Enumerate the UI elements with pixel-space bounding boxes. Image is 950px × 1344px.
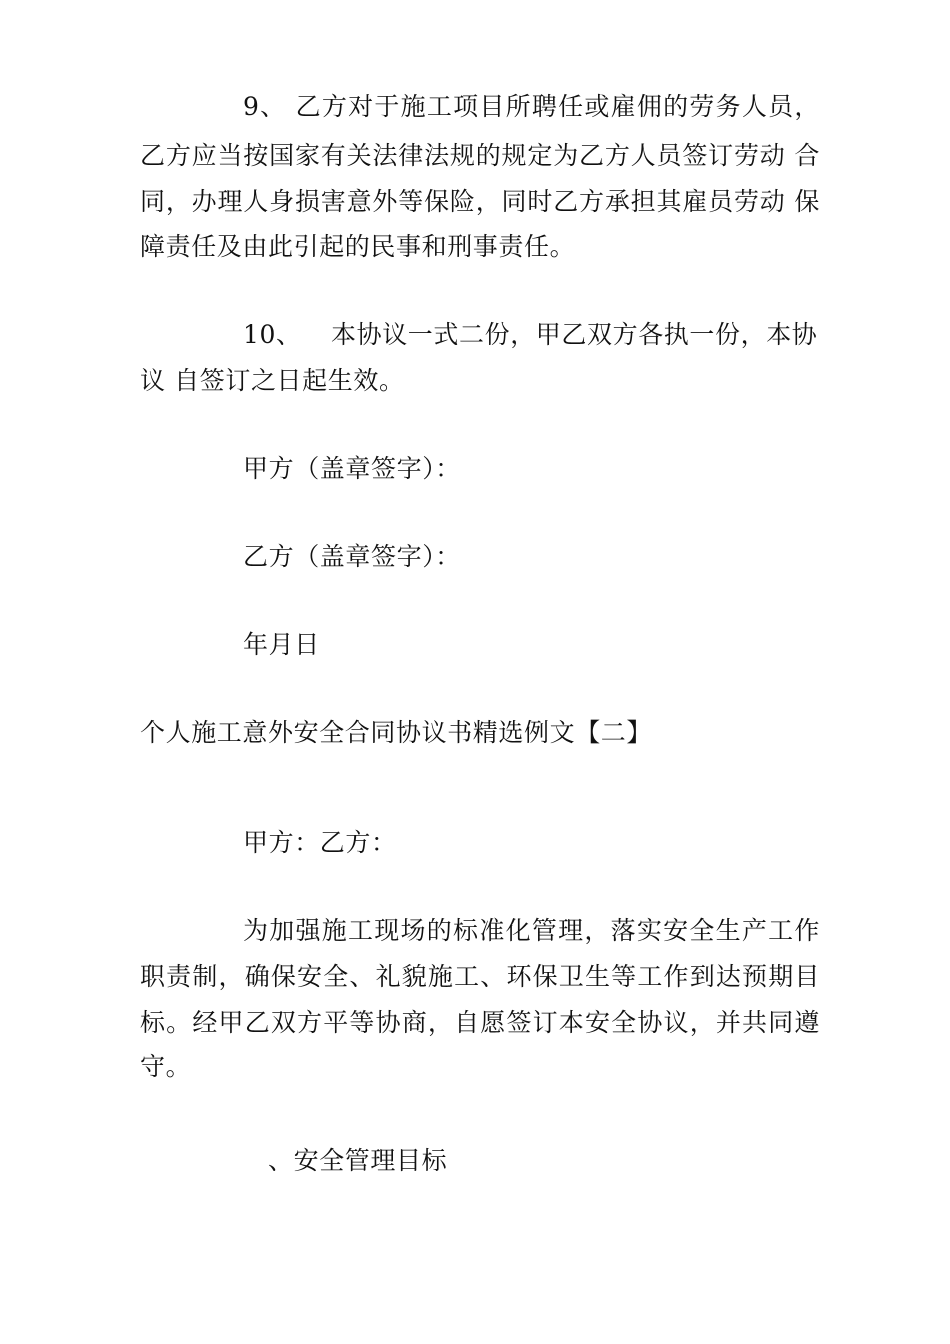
party-a-signature: 甲方（盖章签字）： bbox=[243, 454, 461, 483]
section-title: 个人施工意外安全合同协议书精选例文【二】 bbox=[140, 718, 653, 747]
clause-9-line-3: 同，办理人身损害意外等保险，同时乙方承担其雇员劳动 保 bbox=[140, 187, 820, 216]
safety-management-heading: 、安全管理目标 bbox=[268, 1146, 448, 1175]
signature-date: 年月日 bbox=[243, 630, 320, 659]
clause-9-line-1: 9、 乙方对于施工项目所聘任或雇佣的劳务人员， bbox=[243, 92, 820, 121]
clause-9-line-4: 障责任及由此引起的民事和刑事责任。 bbox=[140, 232, 576, 261]
clause-9-line-2: 乙方应当按国家有关法律法规的规定为乙方人员签订劳动 合 bbox=[140, 141, 820, 170]
intro-line-1: 为加强施工现场的标准化管理，落实安全生产工作 bbox=[243, 916, 820, 945]
clause-10-text: 本协议一式二份，甲乙双方各执一份，本协 bbox=[331, 320, 818, 349]
intro-line-3: 标。经甲乙双方平等协商，自愿签订本安全协议，并共同遵 bbox=[140, 1008, 820, 1037]
clause-10-line-1 bbox=[243, 320, 820, 350]
parties-line: 甲方：乙方： bbox=[243, 828, 397, 857]
clause-10-line-2: 议 自签订之日起生效。 bbox=[140, 366, 405, 395]
party-b-signature: 乙方（盖章签字）： bbox=[243, 542, 461, 571]
intro-line-4: 守。 bbox=[140, 1052, 192, 1081]
intro-line-2: 职责制，确保安全、礼貌施工、环保卫生等工作到达预期目 bbox=[140, 962, 820, 991]
clause-10-number: 10、 bbox=[243, 320, 302, 349]
